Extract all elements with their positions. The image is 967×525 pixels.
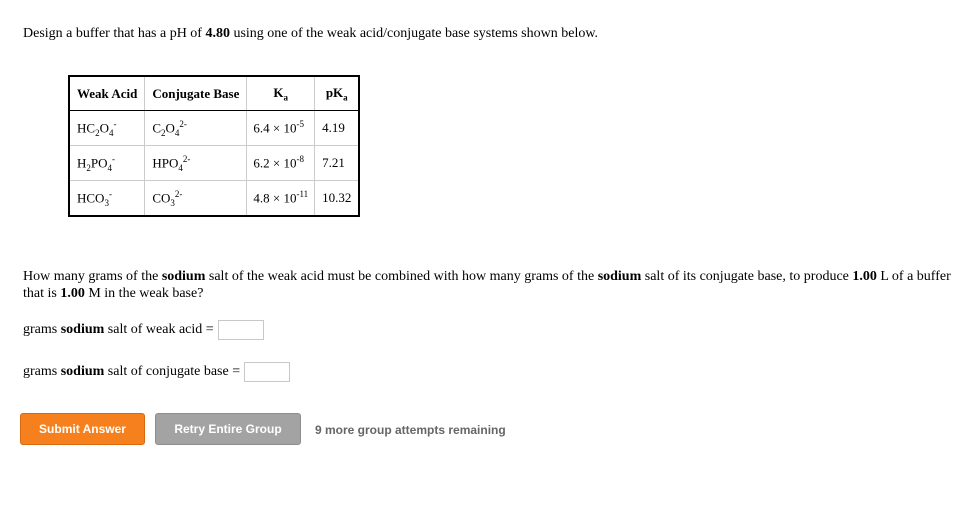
ka-value: $6.4 \times 10^{-5}$ bbox=[247, 111, 315, 146]
conjugate-base-grams-input[interactable] bbox=[244, 362, 290, 382]
weak-acid-answer-row bbox=[23, 320, 264, 340]
header-ka: $K_a$ bbox=[247, 76, 315, 111]
conjugate-base-answer-label: grams sodium salt of conjugate base = bbox=[23, 364, 241, 379]
submit-answer-button[interactable]: Submit Answer bbox=[20, 413, 145, 445]
intro-prefix: Design a buffer that has a pH of bbox=[23, 26, 206, 41]
conjugate-base-formula: $C_2O_4^{2-}$ bbox=[145, 111, 247, 146]
weak-acid-formula: $H_2PO_4^-$ bbox=[69, 146, 145, 181]
conjugate-base-formula: $CO_3^{2-}$ bbox=[145, 181, 247, 217]
problem-intro bbox=[23, 26, 598, 42]
attempts-remaining-text: 9 more group attempts remaining bbox=[315, 423, 506, 437]
pka-value: 10.32 bbox=[315, 181, 360, 217]
header-weak-acid: Weak Acid bbox=[69, 76, 145, 111]
ka-value: $4.8 \times 10^{-11}$ bbox=[247, 181, 315, 217]
retry-entire-group-button[interactable]: Retry Entire Group bbox=[155, 413, 301, 445]
header-pka: $pK_a$ bbox=[315, 76, 360, 111]
conjugate-base-formula: $HPO_4^{2-}$ bbox=[145, 146, 247, 181]
conjugate-base-answer-row bbox=[23, 362, 290, 382]
target-ph: 4.80 bbox=[205, 26, 230, 41]
intro-suffix: using one of the weak acid/conjugate base systems shown below. bbox=[229, 26, 599, 41]
weak-acid-formula: $HC_2O_4^-$ bbox=[69, 111, 145, 146]
table-row bbox=[69, 181, 359, 217]
table-header-row bbox=[69, 76, 359, 111]
table-row bbox=[69, 146, 359, 181]
weak-acid-answer-label: grams sodium salt of weak acid = bbox=[23, 322, 214, 337]
question-text: How many grams of the sodium salt of the weak acid must be combined with how many grams of the sodium salt of its conjugate base, to produce 1.00 L of a buffer that is 1.00 M in the weak base? bbox=[23, 269, 951, 301]
pka-value: 7.21 bbox=[315, 146, 360, 181]
table-row bbox=[69, 111, 359, 146]
weak-acid-grams-input[interactable] bbox=[218, 320, 264, 340]
ka-value: $6.2 \times 10^{-8}$ bbox=[247, 146, 315, 181]
weak-acid-formula: $HCO_3^-$ bbox=[69, 181, 145, 217]
header-conjugate-base: Conjugate Base bbox=[145, 76, 247, 111]
acid-base-systems-table bbox=[68, 75, 360, 217]
pka-value: 4.19 bbox=[315, 111, 360, 146]
